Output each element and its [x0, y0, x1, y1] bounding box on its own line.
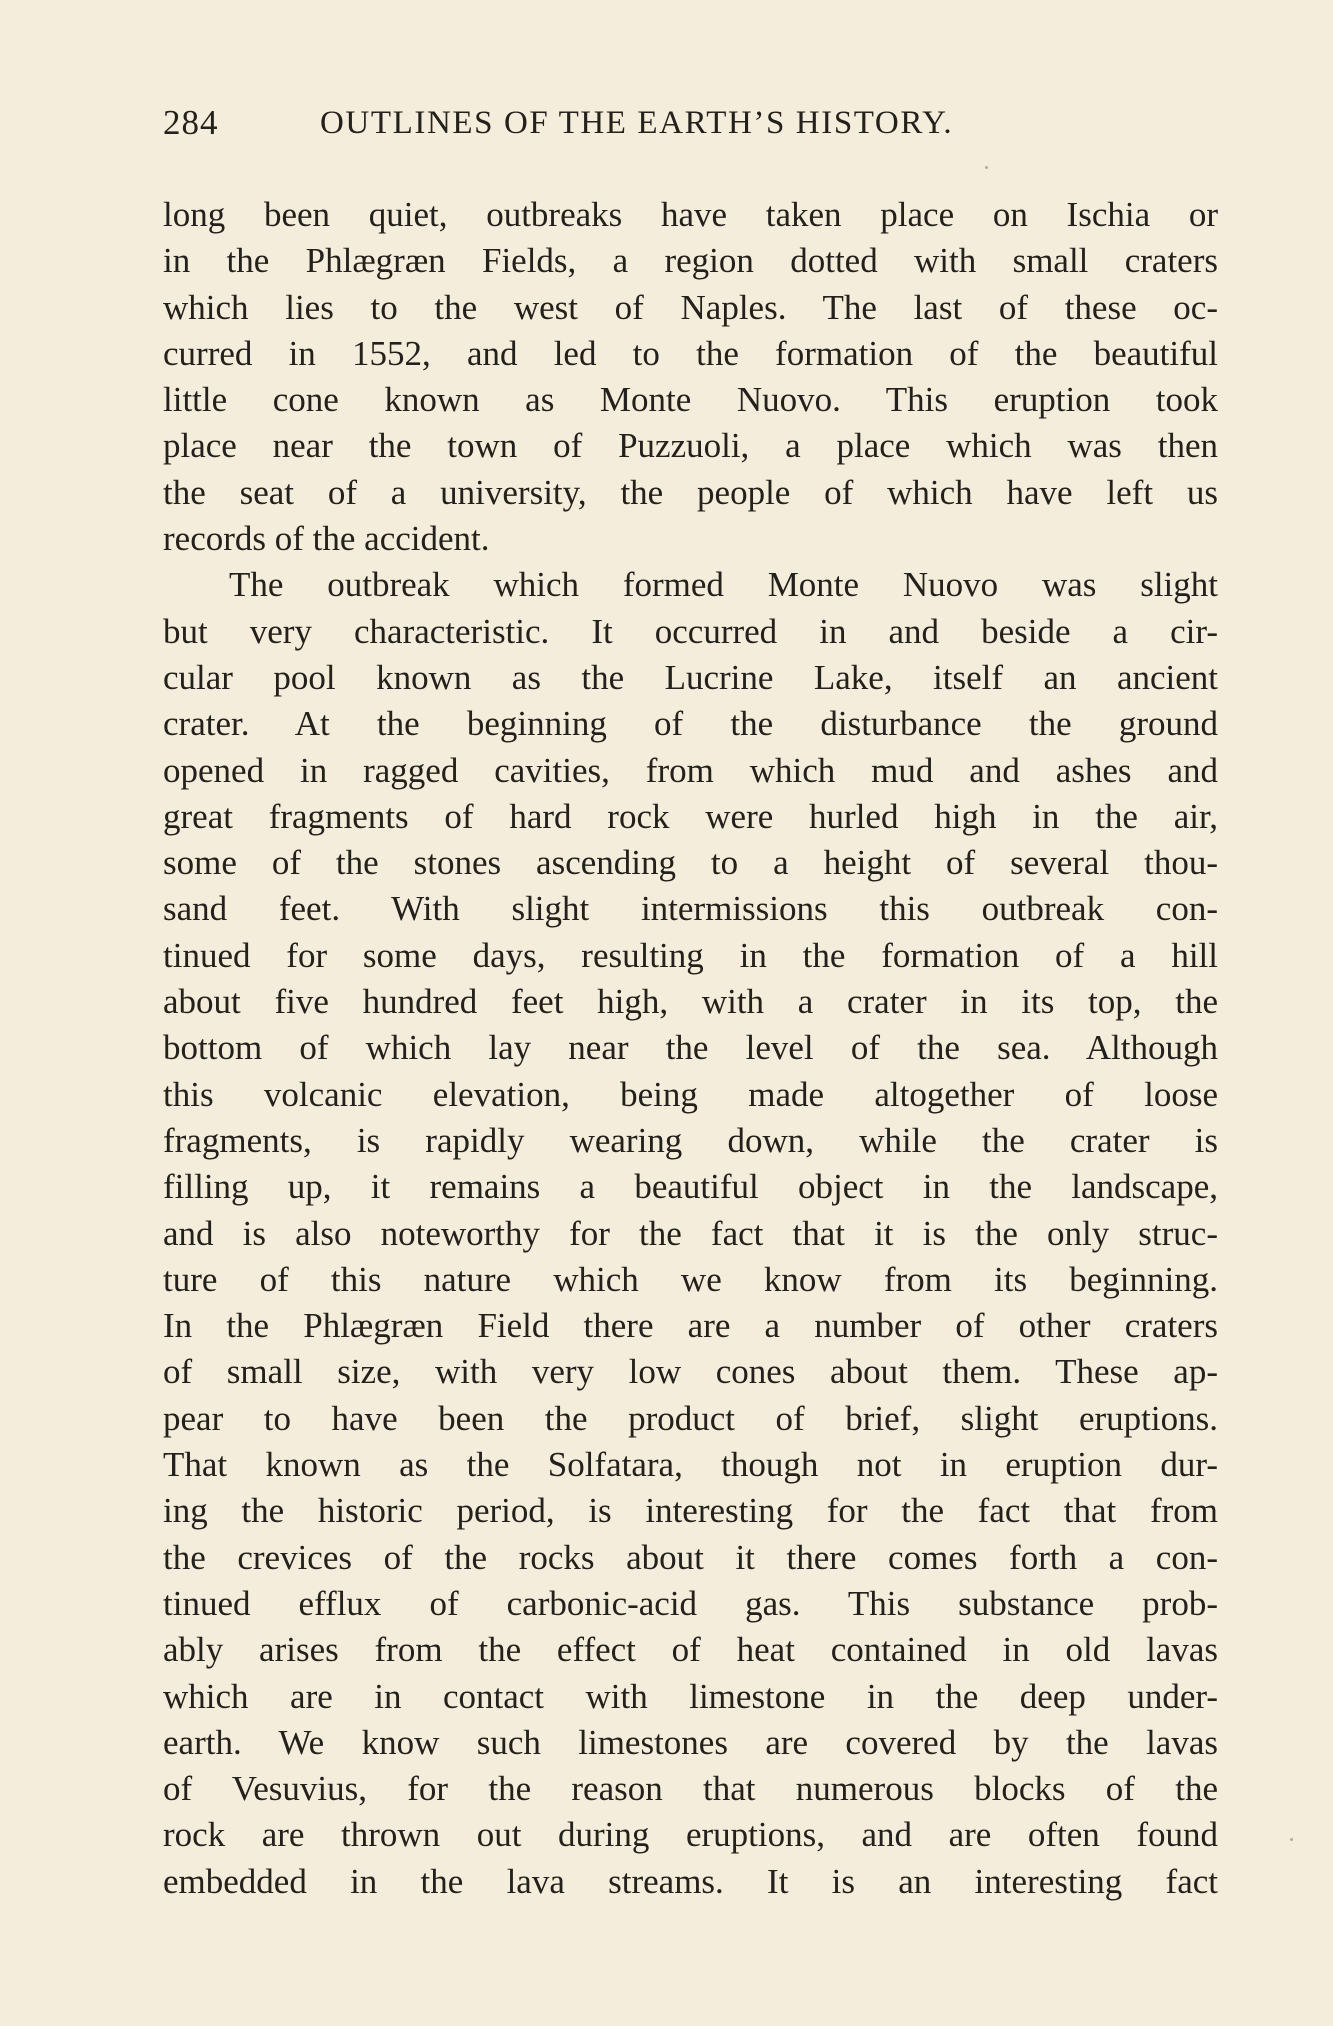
- text-line: this volcanic elevation, being made altogether of loose: [163, 1074, 1218, 1114]
- text-line: but very characteristic. It occurred in and beside a cir-: [163, 611, 1218, 651]
- text-line: place near the town of Puzzuoli, a place which was then: [163, 426, 1218, 466]
- text-line: earth. We know such limestones are covered by the lavas: [163, 1722, 1218, 1762]
- text-line: in the Phlægræn Fields, a region dotted with small craters: [163, 241, 1218, 281]
- text-line: great fragments of hard rock were hurled high in the air,: [163, 796, 1218, 836]
- text-line: records of the accident.: [163, 519, 490, 559]
- text-line: which are in contact with limestone in the deep under-: [163, 1676, 1218, 1716]
- text-line: In the Phlægræn Field there are a number of other craters: [163, 1306, 1218, 1346]
- text-line: opened in ragged cavities, from which mud and ashes and: [163, 750, 1218, 790]
- text-line: bottom of which lay near the level of the sea. Although: [163, 1028, 1218, 1068]
- text-line: which lies to the west of Naples. The last of these oc-: [163, 287, 1218, 327]
- text-line: fragments, is rapidly wearing down, while the crater is: [163, 1120, 1218, 1160]
- text-line: ture of this nature which we know from its beginning.: [163, 1259, 1218, 1299]
- paper-speck: [985, 166, 988, 169]
- text-line: of small size, with very low cones about them. These ap-: [163, 1352, 1218, 1392]
- running-title: OUTLINES OF THE EARTH’S HISTORY.: [320, 105, 954, 141]
- text-line: long been quiet, outbreaks have taken place on Ischia or: [163, 195, 1218, 234]
- paper-speck: [1290, 1838, 1293, 1841]
- text-line: embedded in the lava streams. It is an interesting fact: [163, 1861, 1218, 1901]
- text-line: of Vesuvius, for the reason that numerous blocks of the: [163, 1769, 1218, 1809]
- body-text: [163, 192, 1218, 1905]
- text-line: rock are thrown out during eruptions, and are often found: [163, 1815, 1218, 1855]
- text-line: crater. At the beginning of the disturbance the ground: [163, 704, 1218, 744]
- text-line: and is also noteworthy for the fact that it is the only struc-: [163, 1213, 1218, 1253]
- text-line: pear to have been the product of brief, slight eruptions.: [163, 1398, 1218, 1438]
- text-line: about five hundred feet high, with a crater in its top, the: [163, 982, 1218, 1022]
- text-line: sand feet. With slight intermissions this outbreak con-: [163, 889, 1218, 929]
- text-line: tinued efflux of carbonic-acid gas. This substance prob-: [163, 1583, 1218, 1623]
- text-line: That known as the Solfatara, though not in eruption dur-: [163, 1445, 1218, 1485]
- page-header: [163, 103, 1223, 153]
- text-line: some of the stones ascending to a height of several thou-: [163, 843, 1218, 883]
- text-line: ably arises from the effect of heat contained in old lavas: [163, 1630, 1218, 1670]
- text-line: cular pool known as the Lucrine Lake, itself an ancient: [163, 657, 1218, 697]
- text-line: ing the historic period, is interesting for the fact that from: [163, 1491, 1218, 1531]
- paragraph-first-line: The outbreak which formed Monte Nuovo was slight: [229, 565, 1218, 605]
- text-line: tinued for some days, resulting in the formation of a hill: [163, 935, 1218, 975]
- text-line: little cone known as Monte Nuovo. This eruption took: [163, 380, 1218, 420]
- text-line: the crevices of the rocks about it there comes forth a con-: [163, 1537, 1218, 1577]
- text-line: curred in 1552, and led to the formation of the beautiful: [163, 333, 1218, 373]
- page-number: 284: [163, 103, 219, 142]
- text-line: filling up, it remains a beautiful object in the landscape,: [163, 1167, 1218, 1207]
- text-line: the seat of a university, the people of which have left us: [163, 472, 1218, 512]
